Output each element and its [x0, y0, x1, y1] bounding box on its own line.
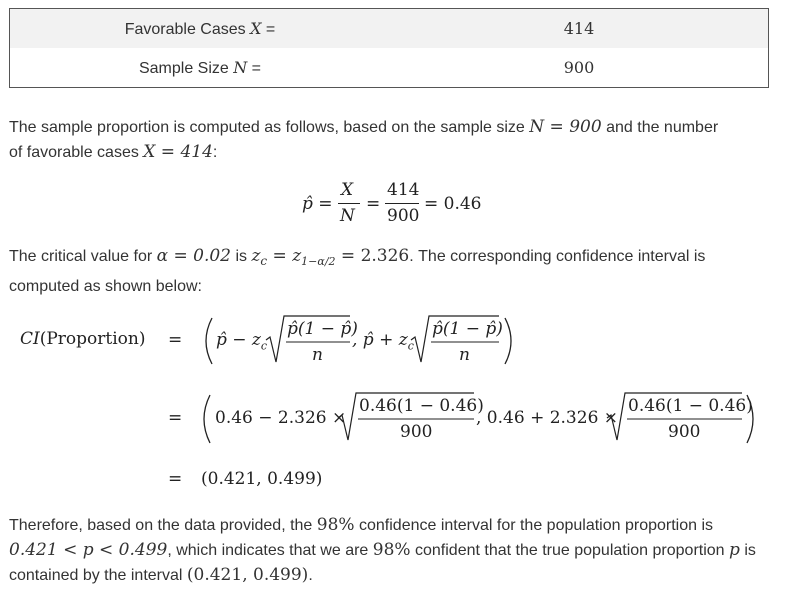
- table-cell-label: Sample Size N =: [138, 58, 262, 77]
- table-cell-label: Favorable Cases X =: [124, 19, 276, 38]
- table-cell-value: 414: [563, 19, 595, 38]
- paragraph-conclusion: Therefore, based on the data provided, the 98% confidence interval for the population proportion is 0.421 < p < 0.499, which indicates that we are 98% confident that the true population proportion p is contained by the interval (0.421, 0.499).: [9, 515, 756, 585]
- ci-lhs: CI(Proportion): [20, 329, 146, 349]
- ci-eq-sign-3: =: [168, 469, 183, 489]
- eq-sign: =: [366, 194, 381, 214]
- eq-denominator: N: [340, 206, 355, 226]
- ci-l1-left: p̂ − $z_c$: [216, 330, 268, 353]
- paragraph-critical-value: The critical value for α = 0.02 is $z_c = z_{1-\alpha/2} = 2.326$. The corresponding confidence interval is computed as shown below:: [9, 246, 706, 296]
- eq-numerator: X: [341, 180, 354, 200]
- ci-l2-mid: , 0.46 + 2.326 ×: [476, 408, 619, 428]
- ci-eq-sign-2: =: [168, 408, 183, 428]
- ci-l2-numerator-2: 0.46(1 − 0.46): [628, 396, 753, 416]
- ci-l1-denominator-2: n: [459, 345, 470, 365]
- table-cell-value: 900: [563, 58, 595, 77]
- eq-numerator: 414: [387, 180, 420, 200]
- ci-l2-denominator-2: 900: [668, 422, 701, 442]
- ci-l2-left: 0.46 − 2.326 ×: [215, 408, 347, 428]
- ci-l1-denominator: n: [312, 345, 323, 365]
- ci-l2-numerator: 0.46(1 − 0.46): [359, 396, 484, 416]
- eq-rhs: = 0.46: [424, 194, 482, 214]
- eq-denominator: 900: [387, 206, 420, 226]
- ci-l1-mid: , p̂ + $z_c$: [352, 330, 414, 353]
- ci-l1-numerator-2: p̂(1 − p̂): [432, 319, 503, 339]
- eq-lhs: p̂ =: [302, 194, 333, 214]
- ci-result: (0.421, 0.499): [201, 469, 323, 489]
- ci-l1-numerator: p̂(1 − p̂): [287, 319, 358, 339]
- ci-eq-sign: =: [168, 330, 183, 350]
- paragraph-sample-proportion: The sample proportion is computed as follows, based on the sample size N = 900 and the number of favorable cases X = 414:: [9, 117, 719, 162]
- ci-l2-denominator: 900: [400, 422, 433, 442]
